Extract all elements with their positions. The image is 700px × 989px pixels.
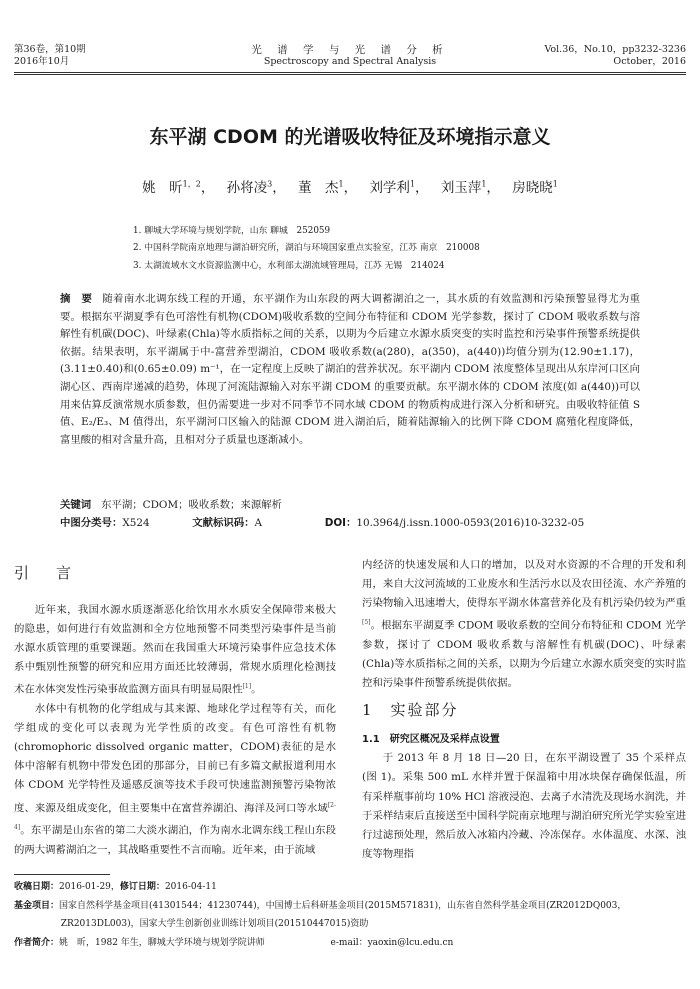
abstract-label: 摘 要 bbox=[60, 293, 93, 305]
journal-title-zh: 光 谱 学 与 光 谱 分 析 bbox=[251, 44, 449, 56]
author: 孙将凌$^3$， bbox=[226, 179, 286, 196]
author-bio: 姚 昕，1982 年生，聊城大学环境与规划学院讲师 bbox=[59, 937, 265, 948]
affiliation: 2. 中国科学院南京地理与湖泊研究所，湖泊与环境国家重点实验室，江苏 南京 210008 bbox=[133, 243, 480, 254]
affiliation: 3. 太湖流域水文水资源监测中心，水利部太湖流域管理局，江苏 无锡 214024 bbox=[133, 260, 445, 271]
abstract bbox=[60, 291, 640, 449]
doc-code-label: 文献标识码： bbox=[192, 517, 255, 529]
author: 姚 昕$^{1,2}$， bbox=[142, 179, 215, 196]
author-list bbox=[0, 176, 700, 196]
method-paragraph: 于 2013 年 8 月 18 日—20 日，在东平湖设置了 35 个采样点(图 1)。采集 500 mL 水样并置于保温箱中用冰块保存确保低温，所有采样瓶事前均 10% HCl 溶液浸泡、去离子水清洗及现场水润洗，并于采样结束后直接送至中国科学院南京地理与湖泊研究所光学实验室进行过滤预处理，然后放入冰箱内冷藏、冷冻保存。水体温度、水深、浊度等物理指 bbox=[362, 752, 686, 860]
author: 刘玉萍$^1$， bbox=[440, 179, 500, 196]
issue-date: 2016年10月 bbox=[14, 56, 70, 67]
paper-title: 东平湖 CDOM 的光谱吸收特征及环境指示意义 bbox=[149, 126, 551, 148]
journal-title-en: Spectroscopy and Spectral Analysis bbox=[263, 56, 437, 67]
citation[interactable]: [5] bbox=[362, 619, 371, 627]
volume-pages: Vol.36，No.10，pp3232-3236 bbox=[544, 44, 686, 55]
left-column bbox=[14, 556, 336, 860]
affiliations bbox=[133, 223, 653, 275]
clc-label: 中图分类号： bbox=[60, 517, 123, 529]
received-date: 2016-01-29， bbox=[59, 882, 120, 892]
funding-text: 国家自然科学基金项目(41301544；41230744)，中国博士后科研基金项目(2015M571831)，山东省自然科学基金项目(ZR2012DQ003，ZR2013DL003)，国家大学生创新创业训练计划项目(201510447015)资助 bbox=[59, 900, 627, 929]
keywords-text: 东平湖；CDOM；吸收系数；来源解析 bbox=[101, 499, 282, 511]
author-email[interactable]: e-mail：yaoxin@lcu.edu.cn bbox=[330, 937, 454, 948]
doi-label: DOI： bbox=[324, 517, 357, 529]
funding-line: 基金项目：国家自然科学基金项目(41301544；41230744)，中国博士后科研基金项目(2015M571831)，山东省自然科学基金项目(ZR2012DQ003，ZR2013DL003)，国家大学生创新创业训练计划项目(201510447015)资助 bbox=[14, 900, 627, 929]
journal-page-info bbox=[544, 44, 686, 68]
author: 董 杰$^1$， bbox=[298, 179, 358, 196]
footnotes bbox=[14, 878, 686, 952]
volume-issue: 第36卷，第10期 bbox=[14, 44, 86, 55]
affiliation: 1. 聊城大学环境与规划学院，山东 聊城 252059 bbox=[133, 226, 331, 236]
keywords bbox=[60, 497, 640, 515]
intro-paragraph-1: 近年来，我国水源水质逐渐恶化给饮用水水质安全保障带来极大的隐患，如何进行有效监测和全方位地预警不同类型污染事件是当前水源水质管理的重要课题。然而在我国重大环境污染事件应急技术体系中甄别性预警的研究和应用方面还比较薄弱，常规水质理化检测技术在水体突发性污染事故监测方面具有明显局限性[1]。 bbox=[14, 604, 336, 696]
intro-paragraph-3: 内经济的快速发展和人口的增加，以及对水资源的不合理的开发和利用，来自大汶河流域的工业废水和生活污水以及农田径流、水产养殖的污染物输入迅速增大，使得东平湖水体富营养化及有机污染仍较为严重[5]。根据东平湖夏季 CDOM 吸收系数的空间分布特征和 CDOM 光学参数，探讨了 CDOM 吸收系数与溶解性有机碳(DOC)、叶绿素(Chla)等水质指标之间的关系，以期为今后建立水源水质突变的实时监控和污染事件预警系统提供依据。 bbox=[362, 559, 686, 690]
section-heading-experiment: 1 实验部分 bbox=[362, 701, 459, 720]
abstract-text: 随着南水北调东线工程的开通，东平湖作为山东段的两大调蓄湖泊之一，其水质的有效监测和污染预警显得尤为重要。根据东平湖夏季有色可溶性有机物(CDOM)吸收系数的空间分布特征和 CDOM 光学参数，探讨了 CDOM 吸收系数与溶解性有机碳(DOC)、叶绿素(Chla)等水质指标之间的关系，以期为今后建立水源水质突变的实时监控和污染事件预警系统提供依据。结果表明，东平湖属于中-富营养型湖泊，CDOM 吸收系数(a(280)，a(350)，a(440))均值分别为(12.90±1.17)，(3.11±0.40)和(0.65±0.09) m⁻¹，在一定程度上反映了湖泊的营养状况。东平湖内 CDOM 浓度整体呈现出从东岸河口区向湖心区、西南岸递减的趋势，体现了河流陆源输入对东平湖 CDOM 的重要贡献。东平湖水体的 CDOM 浓度(如 a(440))可以用来估算反演常规水质参数，但仍需要进一步对不同季节不同水域 CDOM 的物质构成进行深入分析和研究。由吸收特征值 S 值、E₂/E₃、M 值得出，东平湖河口区输入的陆源 CDOM 进入湖泊后，随着陆源输入的比例下降 CDOM 腐殖化程度降低，富里酸的相对含量升高，且相对分子质量也逐渐减小。 bbox=[60, 293, 641, 446]
keywords-label: 关键词 bbox=[60, 499, 92, 511]
author-bio-line: 作者简介：姚 昕，1982 年生，聊城大学环境与规划学院讲师 e-mail：yaoxin@lcu.edu.cn bbox=[14, 937, 454, 948]
clc-value: X524 bbox=[122, 517, 150, 529]
right-column bbox=[362, 556, 686, 864]
author: 刘学利$^1$， bbox=[369, 179, 429, 196]
doi-value[interactable]: 10.3964/j.issn.1000-0593(2016)10-3232-05 bbox=[356, 517, 585, 529]
revised-date: 2016-04-11 bbox=[164, 882, 217, 892]
dates-line: 收稿日期：2016-01-29，修订日期：2016-04-11 bbox=[14, 882, 217, 892]
citation[interactable]: [2-4] bbox=[14, 801, 336, 832]
section-heading-intro: 引 言 bbox=[14, 564, 78, 582]
citation[interactable]: [1] bbox=[242, 683, 252, 691]
subsection-heading: 1.1 研究区概况及采样点设置 bbox=[362, 734, 500, 746]
doc-code-value: A bbox=[254, 517, 263, 529]
intro-paragraph-2: 水体中有机物的化学组成与其来源、地球化学过程等有关，而化学组成的变化可以表现为光学性质的改变。有色可溶性有机物(chromophoric dissolved organic matter，CDOM)表征的是水体中溶解有机物中带发色团的那部分，目前已有多篇文献报道利用水体 CDOM 光学特性及遥感反演等技术手段可快速监测预警污染物浓度、来源及组成变化，但主要集中在富营养湖泊、海洋及河口等水域[2-4]。东平湖是山东省的第二大淡水湖泊，作为南水北调东线工程山东段的两大调蓄湖泊之一，其战略重要性不言而喻。近年来，由于流域 bbox=[14, 703, 336, 856]
classification-line bbox=[60, 515, 640, 533]
footnote-rule bbox=[14, 874, 110, 875]
header-rule-2 bbox=[14, 74, 686, 75]
author: 房晓晓$^1$ bbox=[512, 179, 558, 196]
month-year: October，2016 bbox=[613, 56, 686, 67]
header-rule bbox=[14, 72, 686, 73]
